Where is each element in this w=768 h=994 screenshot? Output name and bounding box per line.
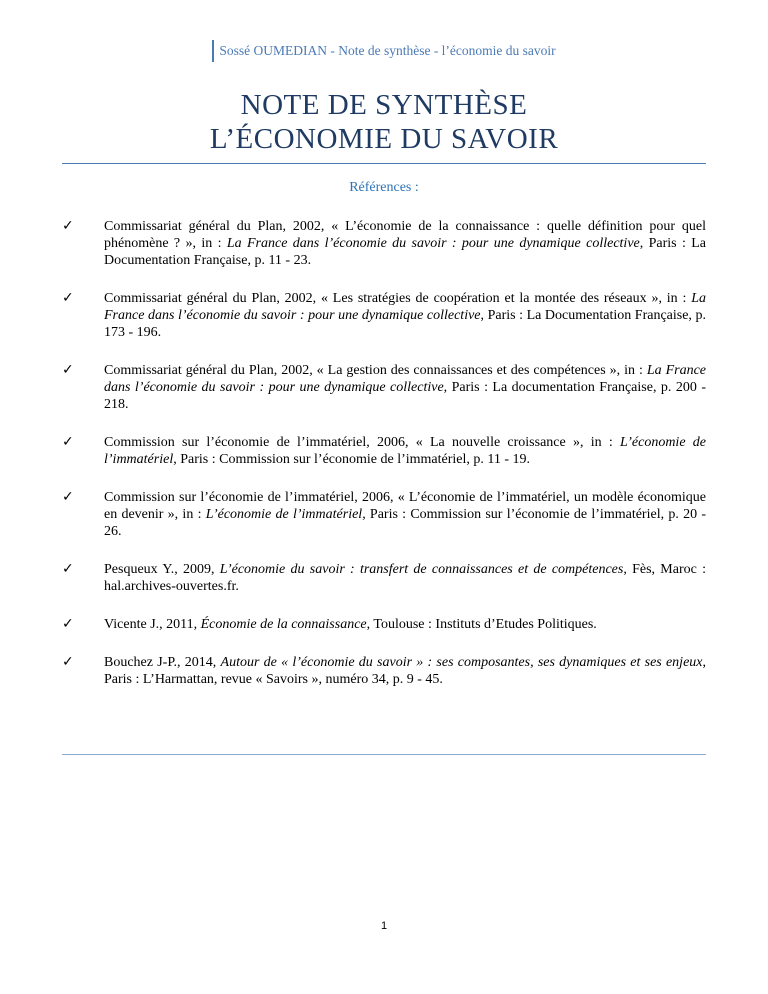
reference-text: Commission sur l’économie de l’immatériel, 2006, « L’économie de l’immatériel, un modèle économique en devenir », in : (104, 490, 706, 522)
reference-title: Autour de « l’économie du savoir » : ses composantes, ses dynamiques et ses enjeux (220, 655, 703, 670)
page-header (0, 40, 768, 62)
references-list (62, 218, 706, 709)
reference-text: Commissariat général du Plan, 2002, « Les stratégies de coopération et la montée des réseaux », in : (104, 291, 692, 306)
checkmark-icon: ✓ (62, 616, 74, 632)
checkmark-icon: ✓ (62, 489, 74, 505)
reference-publisher: , Paris : La documentation Française, p. 200 - 218. (104, 380, 706, 412)
reference-text: Bouchez J-P., 2014, (104, 655, 221, 670)
checkmark-icon: ✓ (62, 218, 74, 234)
references-heading: Références : (349, 180, 419, 195)
reference-item (62, 561, 706, 595)
header-text: Sossé OUMEDIAN - Note de synthèse - l’économie du savoir (212, 40, 555, 62)
reference-text: Commission sur l’économie de l’immatériel, 2006, « La nouvelle croissance », in : (104, 435, 620, 450)
reference-title: L’économie de l’immatériel (104, 435, 706, 467)
checkmark-icon: ✓ (62, 434, 74, 450)
footer-divider (62, 754, 706, 755)
title-line-2: L’ÉCONOMIE DU SAVOIR (209, 123, 559, 155)
reference-publisher: , Paris : Commission sur l’économie de l’immatériel, p. 20 - 26. (104, 507, 706, 539)
reference-text: Commissariat général du Plan, 2002, « La gestion des connaissances et des compétences », in : (104, 363, 647, 378)
reference-title: Économie de la connaissance (200, 617, 367, 632)
reference-text: Pesqueux Y., 2009, (104, 562, 220, 577)
reference-publisher: , Toulouse : Instituts d’Etudes Politiques. (366, 617, 597, 632)
reference-title: La France dans l’économie du savoir : pour une dynamique collective (226, 236, 640, 251)
title-line-1: NOTE DE SYNTHÈSE (240, 89, 528, 121)
reference-item (62, 362, 706, 413)
checkmark-icon: ✓ (62, 362, 74, 378)
reference-title: La France dans l’économie du savoir : pour une dynamique collective (104, 363, 706, 395)
reference-item (62, 218, 706, 269)
title-divider (62, 163, 706, 164)
reference-item (62, 654, 706, 688)
reference-publisher: , Fès, Maroc : hal.archives-ouvertes.fr. (104, 562, 706, 594)
checkmark-icon: ✓ (62, 561, 74, 577)
reference-item (62, 616, 706, 633)
reference-publisher: , Paris : Commission sur l’économie de l’immatériel, p. 11 - 19. (173, 452, 531, 467)
reference-item (62, 290, 706, 341)
page-number: 1 (380, 920, 388, 932)
reference-title: L’économie du savoir : transfert de connaissances et de compétences (219, 562, 624, 577)
checkmark-icon: ✓ (62, 290, 74, 306)
reference-item (62, 434, 706, 468)
reference-title: L’économie de l’immatériel (205, 507, 363, 522)
reference-publisher: , Paris : L’Harmattan, revue « Savoirs », numéro 34, p. 9 - 45. (104, 655, 707, 687)
checkmark-icon: ✓ (62, 654, 74, 670)
reference-text: Commissariat général du Plan, 2002, « L’économie de la connaissance : quelle définition pour quel phénomène ? », in : (104, 219, 706, 251)
reference-publisher: , Paris : La Documentation Française, p. 173 - 196. (104, 308, 706, 340)
reference-item (62, 489, 706, 540)
reference-publisher: , Paris : La Documentation Française, p. 11 - 23. (104, 236, 706, 268)
document-title (0, 88, 768, 156)
reference-title: La France dans l’économie du savoir : pour une dynamique collective (104, 291, 706, 323)
reference-text: Vicente J., 2011, (104, 617, 201, 632)
